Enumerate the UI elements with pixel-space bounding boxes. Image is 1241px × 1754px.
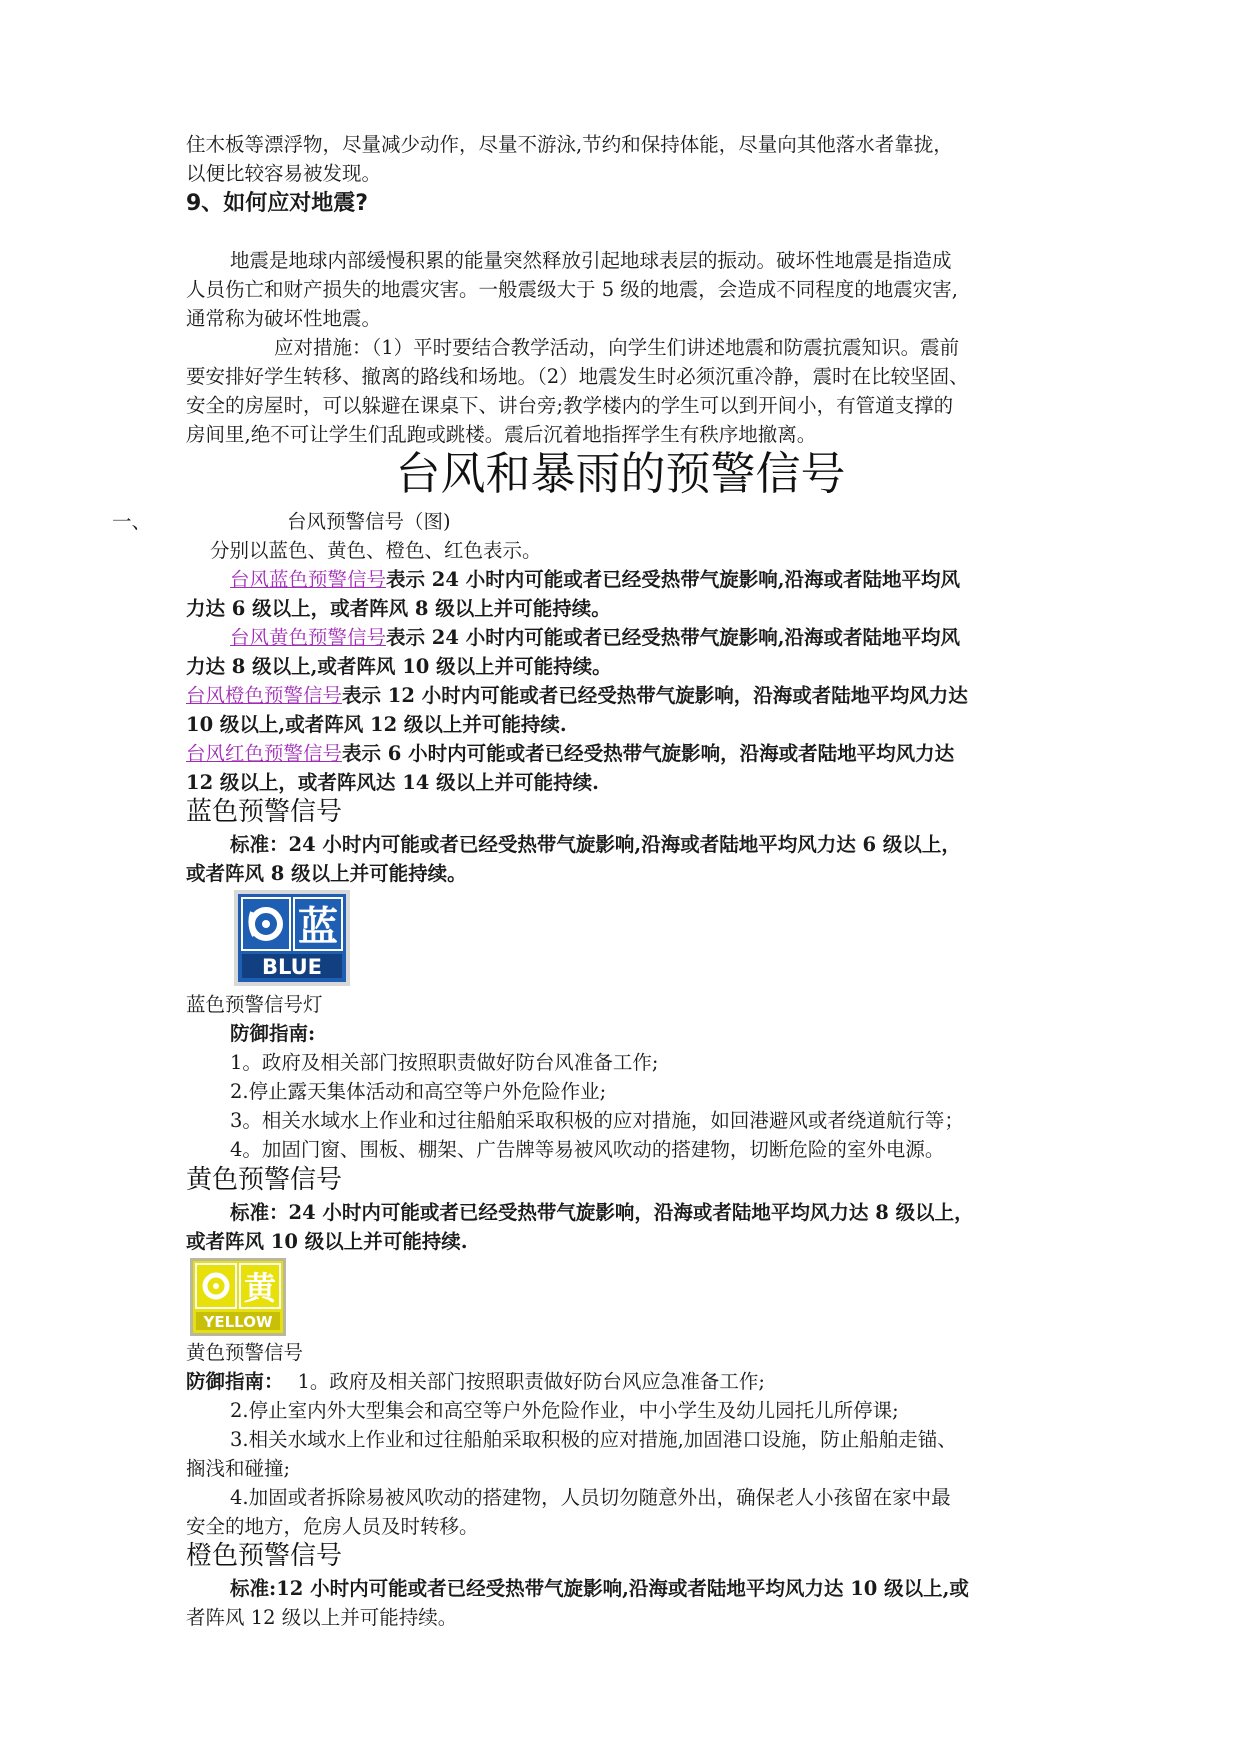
section-heading-yellow: 黄色预警信号 [186, 1165, 343, 1195]
paragraph-line: 分别以蓝色、黄色、橙色、红色表示。 [210, 539, 542, 562]
paragraph-line: 要安排好学生转移、撤离的路线和场地。（2）地震发生时必须沉重冷静，震时在比较坚固、 [186, 365, 969, 388]
typhoon-yellow-line: 台风黄色预警信号表示 24 小时内可能或者已经受热带气旋影响,沿海或者陆地平均风 [230, 626, 961, 649]
paragraph-line: 安全的房屋时，可以躲避在课桌下、讲台旁;教学楼内的学生可以到开间小，有管道支撑的 [186, 394, 954, 417]
typhoon-blue-line: 台风蓝色预警信号表示 24 小时内可能或者已经受热带气旋影响,沿海或者陆地平均风 [230, 568, 961, 591]
paragraph-line: 通常称为破坏性地震。 [186, 307, 382, 330]
paragraph-line: 人员伤亡和财产损失的地震灾害。一般震级大于 5 级的地震，会造成不同程度的地震灾害, [186, 278, 959, 301]
svg-text:BLUE: BLUE [261, 955, 323, 979]
typhoon-yellow-icon [190, 1258, 286, 1336]
guide-item: 1。政府及相关部门按照职责做好防台风准备工作; [230, 1051, 659, 1074]
paragraph-line: 或者阵风 8 级以上并可能持续。 [186, 862, 467, 885]
guide-item: 搁浅和碰撞; [186, 1457, 291, 1480]
paragraph-line: 应对措施：（1）平时要结合教学活动，向学生们讲述地震和防震抗震知识。震前 [274, 336, 960, 359]
image-caption: 蓝色预警信号灯 [186, 993, 323, 1016]
guide-label: 防御指南: [230, 1022, 316, 1045]
guide-item: 2.停止室内外大型集会和高空等户外危险作业，中小学生及幼儿园托儿所停课; [230, 1399, 899, 1422]
paragraph-line: 房间里,绝不可让学生们乱跑或跳楼。震后沉着地指挥学生有秩序地撤离。 [186, 423, 817, 446]
guide-label: 防御指南： [186, 1370, 284, 1393]
guide-item: 3。相关水域水上作业和过往船舶采取积极的应对措施，如回港避风或者绕道航行等； [230, 1109, 964, 1132]
guide-item: 2.停止露天集体活动和高空等户外危险作业; [230, 1080, 607, 1103]
svg-text:蓝: 蓝 [298, 904, 338, 950]
paragraph-line: 者阵风 12 级以上并可能持续。 [186, 1606, 458, 1629]
page-title: 台风和暴雨的预警信号 [395, 447, 846, 500]
image-caption: 黄色预警信号 [186, 1341, 304, 1364]
subsection-heading: 台风预警信号（图) [287, 510, 451, 533]
section-heading-orange: 橙色预警信号 [186, 1541, 343, 1571]
paragraph-line: 住木板等漂浮物，尽量减少动作，尽量不游泳,节约和保持体能，尽量向其他落水者靠拢， [186, 133, 953, 156]
paragraph-line: 或者阵风 10 级以上并可能持续. [186, 1230, 468, 1253]
paragraph-line: 标准：24 小时内可能或者已经受热带气旋影响，沿海或者陆地平均风力达 8 级以上， [230, 1201, 974, 1224]
guide-item: 4。加固门窗、围板、棚架、广告牌等易被风吹动的搭建物，切断危险的室外电源。 [230, 1138, 945, 1161]
paragraph-line: 10 级以上,或者阵风 12 级以上并可能持续. [186, 713, 567, 736]
guide-item: 安全的地方，危房人员及时转移。 [186, 1515, 479, 1538]
guide-item: 4.加固或者拆除易被风吹动的搭建物，人员切勿随意外出，确保老人小孩留在家中最 [230, 1486, 951, 1509]
link-typhoon-blue[interactable]: 台风蓝色预警信号 [230, 568, 387, 591]
paragraph-line: 12 级以上，或者阵风达 14 级以上并可能持续. [186, 771, 599, 794]
section-heading-earthquake: 9、如何应对地震? [186, 191, 369, 216]
blue-signal-badge [234, 890, 350, 986]
paragraph-line: 力达 8 级以上,或者阵风 10 级以上并可能持续。 [186, 655, 612, 678]
link-typhoon-yellow[interactable]: 台风黄色预警信号 [230, 626, 387, 649]
guide-first-line: 防御指南： 1。政府及相关部门按照职责做好防台风应急准备工作; [186, 1370, 765, 1393]
svg-text:黄: 黄 [243, 1269, 277, 1307]
paragraph-line: 力达 6 级以上，或者阵风 8 级以上并可能持续。 [186, 597, 611, 620]
list-number: 一、 [112, 510, 152, 533]
typhoon-orange-line: 台风橙色预警信号表示 12 小时内可能或者已经受热带气旋影响，沿海或者陆地平均风力达 [186, 684, 968, 707]
paragraph-line: 以便比较容易被发现。 [186, 162, 382, 185]
typhoon-red-line: 台风红色预警信号表示 6 小时内可能或者已经受热带气旋影响，沿海或者陆地平均风力达 [186, 742, 955, 765]
paragraph-line: 地震是地球内部缓慢积累的能量突然释放引起地球表层的振动。破坏性地震是指造成 [230, 249, 952, 272]
typhoon-blue-icon [234, 890, 350, 986]
guide-item: 3.相关水域水上作业和过往船舶采取积极的应对措施,加固港口设施，防止船舶走锚、 [230, 1428, 957, 1451]
section-heading-blue: 蓝色预警信号 [186, 797, 343, 827]
paragraph-line: 标准:12 小时内可能或者已经受热带气旋影响,沿海或者陆地平均风力达 10 级以上,或 [230, 1577, 969, 1600]
paragraph-line: 标准：24 小时内可能或者已经受热带气旋影响,沿海或者陆地平均风力达 6 级以上， [230, 833, 961, 856]
link-typhoon-red[interactable]: 台风红色预警信号 [186, 742, 343, 765]
svg-text:YELLOW: YELLOW [203, 1313, 273, 1331]
link-typhoon-orange[interactable]: 台风橙色预警信号 [186, 684, 343, 707]
yellow-signal-badge [190, 1258, 286, 1336]
